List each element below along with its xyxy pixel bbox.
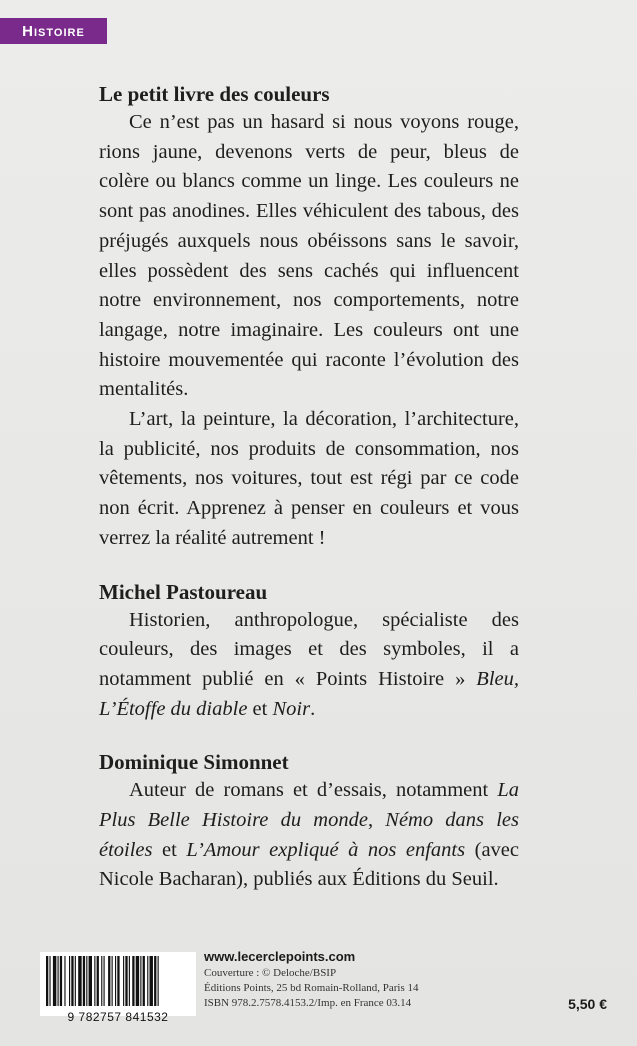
author-1-name: Michel Pastoureau xyxy=(99,579,268,604)
author-2-work-1: La Plus Belle Histoire du monde xyxy=(99,779,519,832)
barcode-bar xyxy=(154,956,156,1006)
barcode-bar xyxy=(94,956,95,1006)
author-1-work-2: Noir xyxy=(272,697,311,720)
barcode-bar xyxy=(83,956,85,1006)
cover-text xyxy=(99,80,519,895)
barcode-bar xyxy=(78,956,81,1006)
barcode-number: 9 782757 841532 xyxy=(67,1010,169,1024)
book-title: Le petit livre des couleurs xyxy=(99,82,330,106)
barcode-bar xyxy=(117,956,119,1006)
barcode-bar xyxy=(136,956,139,1006)
author-1-bio-text: Historien, anthropologue, spécialiste des couleurs, des images et des symboles, il a notamment publié en « Points Histoire » xyxy=(99,608,519,690)
barcode-bar xyxy=(97,956,99,1006)
barcode-bar xyxy=(69,956,70,1006)
barcode-bar xyxy=(49,956,50,1006)
barcode-bar xyxy=(108,956,110,1006)
summary-paragraph-2: L’art, la peinture, la décoration, l’architecture, la publicité, nos produits de consommation, nos vêtements, nos voitures, tout est régi par ce code non écrit. Apprenez à penser en couleurs et vous verrez la réalité autrement ! xyxy=(99,408,519,549)
publisher-website[interactable]: www.lecerclepoints.com xyxy=(204,949,356,964)
barcode-bar xyxy=(125,956,127,1006)
barcode-bars xyxy=(40,952,196,1010)
author-2-bio-sep-1: , xyxy=(367,809,386,832)
barcode-bar xyxy=(115,956,116,1006)
barcode-bar xyxy=(143,956,145,1006)
author-2-bio-sep-2: et xyxy=(152,838,187,861)
barcode-bar xyxy=(158,956,159,1006)
author-2-bio-text: Auteur de romans et d’essais, notamment xyxy=(129,779,498,802)
price: 5,50 € xyxy=(568,996,607,1012)
barcode-bar xyxy=(86,956,87,1006)
cover-footer xyxy=(0,940,637,1046)
barcode-bar xyxy=(53,956,56,1006)
barcode-bar xyxy=(150,956,153,1006)
barcode-bar xyxy=(147,956,148,1006)
barcode-bar xyxy=(64,956,65,1006)
barcode-bar xyxy=(46,956,48,1006)
barcode-bar xyxy=(60,956,62,1006)
barcode-bar xyxy=(75,956,76,1006)
collection-badge-label: Histoire xyxy=(22,22,85,40)
collection-badge xyxy=(0,18,107,44)
author-1-work-1: Bleu, L’Étoffe du diable xyxy=(99,667,519,720)
barcode xyxy=(40,952,196,1024)
author-1-bio xyxy=(99,606,519,725)
author-1-bio-sep: et xyxy=(247,697,273,720)
publisher-address: Éditions Points, 25 bd Romain-Rolland, Paris 14 xyxy=(204,982,419,994)
barcode-bar xyxy=(129,956,130,1006)
summary-paragraph-1: Ce n’est pas un hasard si nous voyons rouge, rions jaune, devenons verts de peur, bleus de colère ou blancs comme un linge. Les couleurs ne sont pas anodines. Elles véhiculent des tabous, des préjugés auxquels nous obéissons sans le savoir, elles possèdent des sens cachés qui influencent notre environnement, nos comportements, notre langage, notre imaginaire. Les couleurs ont une histoire mouvementée qui raconte l’évolution des mentalités. xyxy=(99,111,519,401)
author-2-bio-end: (avec Nicole Bacharan), publiés aux Éditions du Seuil. xyxy=(99,838,520,891)
barcode-bar xyxy=(89,956,92,1006)
barcode-bar xyxy=(104,956,105,1006)
barcode-bar xyxy=(112,956,113,1006)
barcode-bar xyxy=(101,956,102,1006)
barcode-bar xyxy=(123,956,124,1006)
publisher-info xyxy=(204,948,524,1011)
barcode-bar xyxy=(140,956,141,1006)
isbn-line: ISBN 978.2.7578.4153.2/Imp. en France 03.14 xyxy=(204,997,412,1009)
author-2-work-2: Némo dans les étoiles xyxy=(99,809,520,861)
barcode-bar xyxy=(132,956,134,1006)
barcode-bar xyxy=(58,956,59,1006)
barcode-bar xyxy=(71,956,73,1006)
cover-credit: Couverture : © Deloche/BSIP xyxy=(204,967,337,979)
author-2-name: Dominique Simonnet xyxy=(99,750,289,775)
author-2-bio xyxy=(99,776,519,895)
author-2-work-3: L’Amour expliqué à nos enfants xyxy=(186,838,466,861)
author-1-bio-end: . xyxy=(310,697,316,720)
